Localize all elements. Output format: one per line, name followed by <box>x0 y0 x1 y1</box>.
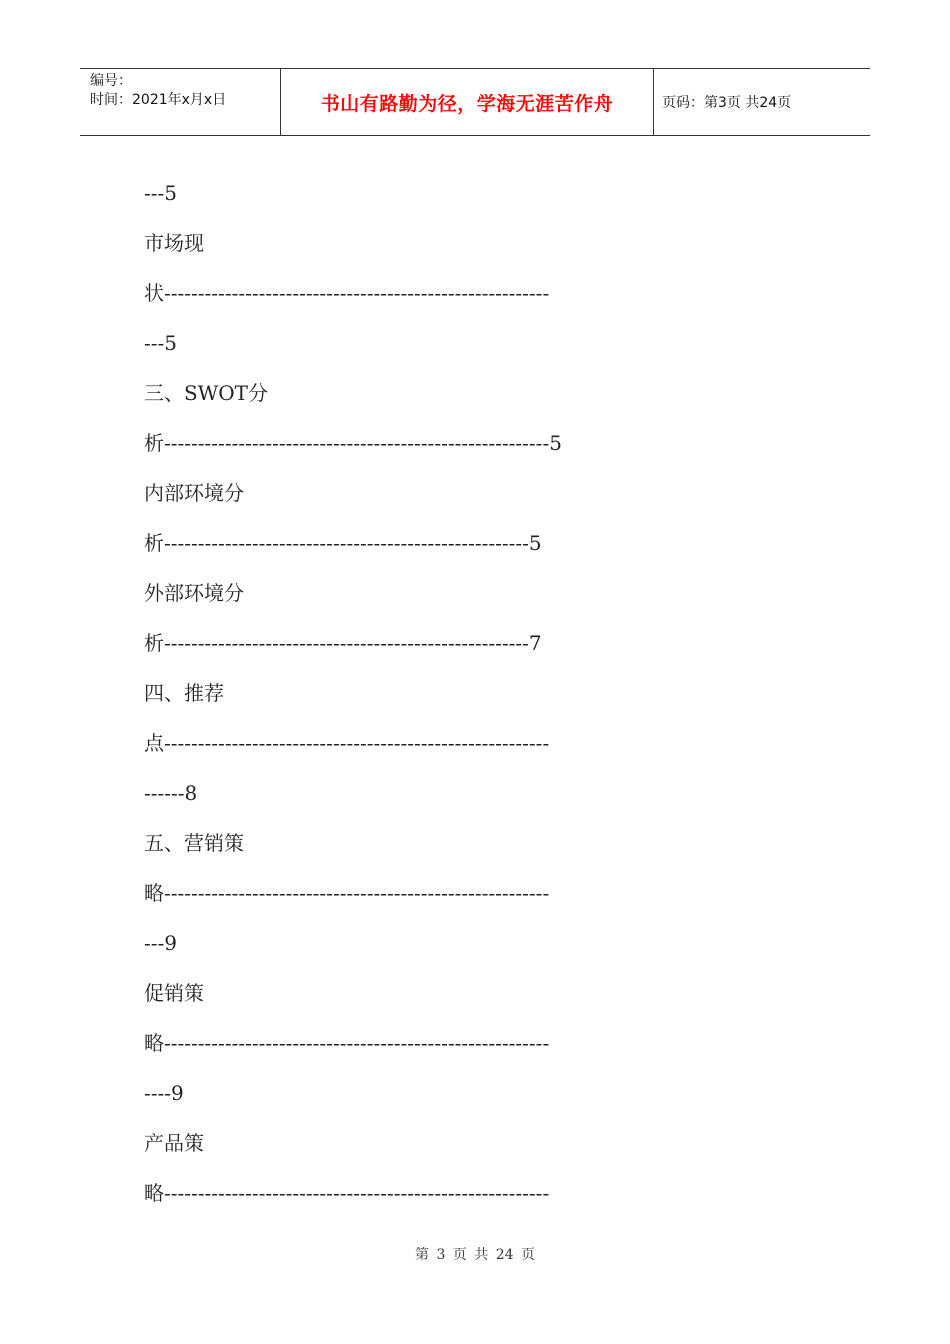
toc-line: ------8 <box>144 781 198 805</box>
toc-line: 内部环境分 <box>144 481 244 505</box>
toc-line: 市场现 <box>144 231 204 255</box>
page-header <box>80 68 870 136</box>
toc-line: 产品策 <box>144 1131 204 1155</box>
toc-line: 促销策 <box>144 981 204 1005</box>
toc-line: 点--------------------------------------------------------- <box>144 731 550 755</box>
toc-line: 析------------------------------------------------------5 <box>144 531 542 555</box>
document-number-label: 编号： <box>90 73 132 89</box>
toc-line: 析------------------------------------------------------7 <box>144 631 542 655</box>
table-of-contents <box>144 168 844 1218</box>
toc-line: ---5 <box>144 331 177 355</box>
toc-line: ---9 <box>144 931 177 955</box>
header-motto: 书山有路勤为径，学海无涯苦作舟 <box>281 69 654 135</box>
document-time-label: 时间：2021年x月x日 <box>90 92 227 108</box>
toc-line: 略--------------------------------------------------------- <box>144 1181 550 1205</box>
toc-line: 三、SWOT分 <box>144 381 268 405</box>
page-footer: 第 3 页 共 24 页 <box>415 1247 535 1263</box>
toc-line: 状--------------------------------------------------------- <box>144 281 550 305</box>
toc-line: ---5 <box>144 181 177 205</box>
toc-line: 略--------------------------------------------------------- <box>144 881 550 905</box>
toc-line: 析---------------------------------------------------------5 <box>144 431 562 455</box>
toc-line: 略--------------------------------------------------------- <box>144 1031 550 1055</box>
toc-line: 四、推荐 <box>144 681 224 705</box>
toc-line: 外部环境分 <box>144 581 244 605</box>
toc-line: ----9 <box>144 1081 184 1105</box>
toc-line: 五、营销策 <box>144 831 244 855</box>
header-page-code: 页码：第3页 共24页 <box>662 95 792 111</box>
header-meta <box>80 69 281 135</box>
